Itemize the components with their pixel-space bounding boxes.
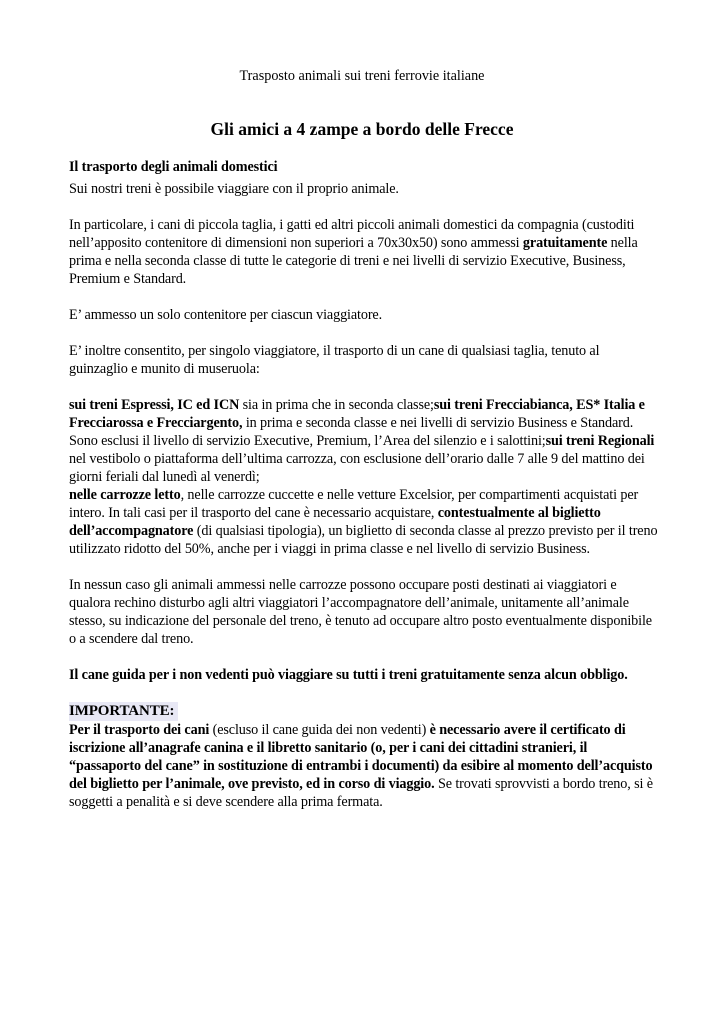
text-run: Se trovati sprovvisti a bordo treno, si è soggetti a penalità e si deve scendere alla prima fermata. [69,776,653,810]
text-run: , nelle carrozze cuccette e nelle vetture Excelsior, per compartimenti acquistati per intero. In tali casi per il trasporto del cane è necessario acquistare, [69,487,639,521]
document-title: Gli amici a 4 zampe a bordo delle Frecce [210,119,514,139]
paragraph-guide-dog [69,666,661,684]
paragraph-train-types [69,396,661,558]
paragraph-important [69,721,661,811]
section-heading: Il trasporto degli animali domestici [69,159,278,175]
document-body [69,158,661,811]
text-run: in prima e seconda classe e nei livelli di servizio Business e Standard. Sono esclusi il livello di servizio Executive, Premium, l’Area del silenzio e i salottini; [69,415,634,449]
text-run-bold: Per il trasporto dei cani [69,722,210,738]
paragraph-one-container: E’ ammesso un solo contenitore per ciascun viaggiatore. [69,307,383,323]
text-run-bold: contestualmente al biglietto dell’accompagnatore [69,505,601,539]
text-run-bold: sui treni Regionali [545,433,655,449]
text-run: nella prima e nella seconda classe di tutte le categorie di treni e nei livelli di servizio Executive, Business, Premium e Standard. [69,235,638,287]
paragraph-intro: Sui nostri treni è possibile viaggiare con il proprio animale. [69,181,399,197]
text-run-bold: sui treni Espressi, IC ed ICN [69,397,240,413]
text-run: (escluso il cane guida dei non vedenti) [209,722,430,738]
document-supertitle: Trasposto animali sui treni ferrovie italiane [239,68,485,84]
text-run-bold: sui treni Frecciabianca, ES* Italia e Frecciarossa e Frecciargento, [69,397,645,431]
important-label-line [69,702,661,721]
text-run: nel vestibolo o piattaforma dell’ultima carrozza, con esclusione dell’orario dalle 7 alle 9 del mattino dei giorni feriali dal lunedì al venerdì; [69,451,645,485]
text-run: In particolare, i cani di piccola taglia, i gatti ed altri piccoli animali domestici da compagnia (custoditi nell’apposito contenitore di dimensioni non superiori a 70x30x50) sono ammessi [69,217,635,251]
text-run-bold: è necessario avere il certificato di iscrizione all’anagrafe canina e il libretto sanitario (o, per i cani dei cittadini stranieri, il “passaporto del cane” in sostituzione di entrambi i documenti) da esibire al momento dell’acquisto del biglietto per l’animale, ove previsto, ed in corso di viaggio. [69,722,653,792]
paragraph-small-animals [69,216,661,288]
paragraph-behaviour: In nessun caso gli animali ammessi nelle carrozze possono occupare posti destinati ai viaggiatori e qualora rechino disturbo agli altri viaggiatori l’accompagnatore dell’animale, unitamente all’animale stesso, su indicazione del personale del treno, è tenuto ad occupare altro posto eventualmente disponibile o a scendere dal treno. [69,577,652,647]
important-label: IMPORTANTE: [69,702,178,721]
text-run-bold: nelle carrozze letto [69,487,181,503]
text-run: sia in prima che in seconda classe; [239,397,434,413]
paragraph-dogs-any-size: E’ inoltre consentito, per singolo viaggiatore, il trasporto di un cane di qualsiasi taglia, tenuto al guinzaglio e munito di museruola: [69,343,600,377]
text-run-bold: Il cane guida per i non vedenti può viaggiare su tutti i treni gratuitamente senza alcun obbligo. [69,667,628,683]
text-run: (di qualsiasi tipologia), un biglietto di seconda classe al prezzo previsto per il treno utilizzato ridotto del 50%, anche per i viaggi in prima classe e nel livello di servizio Business. [69,523,658,557]
text-run-bold: gratuitamente [522,235,608,251]
